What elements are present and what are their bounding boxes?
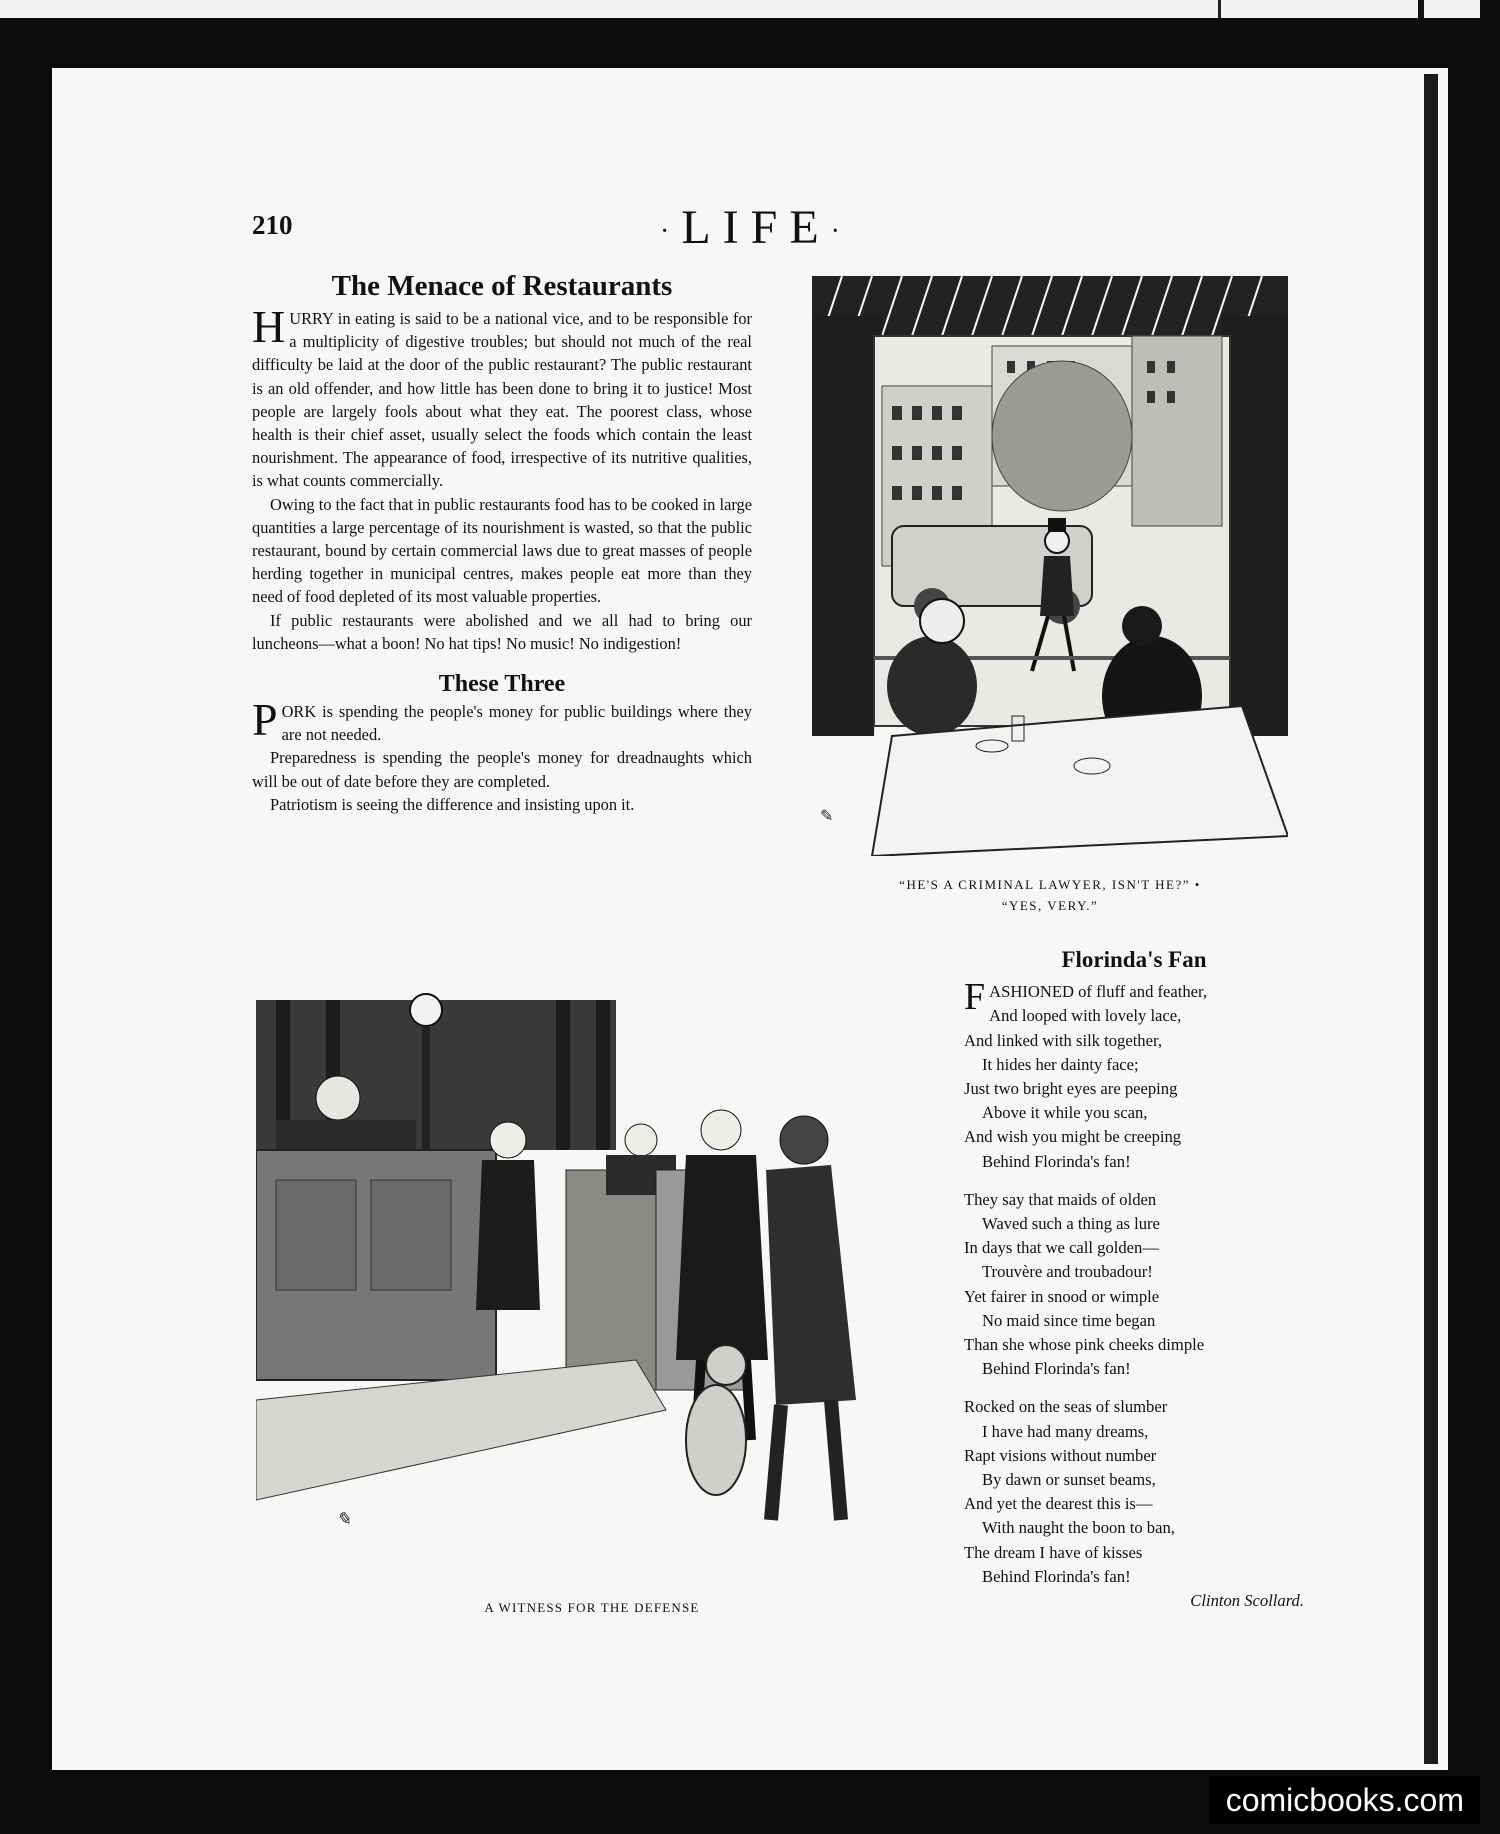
courtroom-illustration <box>256 980 928 1566</box>
caption-witness: A WITNESS FOR THE DEFENSE <box>484 1600 700 1615</box>
paragraph: If public restaurants were abolished and we all had to bring our luncheons—what a boon! No hat tips! No music! No indigestion! <box>252 610 752 653</box>
poem-stanza <box>964 976 1304 1174</box>
poem-line: They say that maids of olden <box>964 1189 1157 1209</box>
caption-line: “YES, VERY.” <box>1001 898 1099 913</box>
left-column <box>252 270 752 816</box>
drop-cap: H <box>252 301 286 352</box>
poem-title: Florinda's Fan <box>1061 947 1207 972</box>
poem-stanza <box>964 1395 1304 1589</box>
poem-line: Rocked on the seas of slumber <box>964 1397 1168 1417</box>
paragraph: Owing to the fact that in public restaurants food has to be cooked in large quantities a large percentage of its nourishment is wasted, so that the public restaurant, bound by certain commercial laws due to great masses of people herding together in municipal centres, makes people eat more than they need of food depleted of its most valuable properties. <box>252 494 752 607</box>
caption-line: “HE'S A CRIMINAL LAWYER, ISN'T HE?” • <box>899 877 1201 892</box>
poem-line: I have had many dreams, <box>982 1421 1149 1441</box>
poem-line: With naught the boon to ban, <box>982 1518 1175 1538</box>
poem-stanza <box>964 1188 1304 1382</box>
paragraph: Preparedness is spending the people's money for dreadnaughts which will be out of date before they are completed. <box>252 748 752 791</box>
page-number: 210 <box>252 210 293 240</box>
paragraph: Patriotism is seeing the difference and insisting upon it. <box>270 794 635 814</box>
binding-edge <box>1424 74 1438 1764</box>
article-body-restaurants <box>252 301 752 655</box>
poem-line: And looped with lovely lace, <box>989 1006 1182 1026</box>
poem-line: Behind Florinda's fan! <box>982 1566 1131 1586</box>
drop-cap: F <box>964 976 986 1019</box>
watermark: comicbooks.com <box>1210 1776 1480 1824</box>
article-body-these-three <box>252 694 752 816</box>
svg-text:✎: ✎ <box>820 808 834 825</box>
poem-line: Above it while you scan, <box>982 1103 1148 1123</box>
svg-text:✎: ✎ <box>336 1509 352 1529</box>
poem-line: No maid since time began <box>982 1310 1156 1330</box>
masthead: ·LIFE· <box>660 201 852 254</box>
poem-line: Than she whose pink cheeks dimple <box>964 1335 1205 1355</box>
poem-line: The dream I have of kisses <box>964 1542 1143 1562</box>
article-title-these-three: These Three <box>438 671 566 698</box>
poem-florindas-fan <box>964 948 1304 1613</box>
poem-line: Trouvère and troubadour! <box>982 1262 1153 1282</box>
poem-line: It hides her dainty face; <box>982 1054 1139 1074</box>
poem-line: Just two bright eyes are peeping <box>964 1079 1178 1099</box>
poem-line: By dawn or sunset beams, <box>982 1470 1156 1490</box>
paragraph: HURRY in eating is said to be a national vice, and to be responsible for a multiplicity of digestive troubles; but should not much of the real difficulty be laid at the door of the public restaurant? The public restaurant is an old offender, and how little has been done to bring it to justice! Most people are largely fools about what they eat. The poorest class, whose health is their chief asset, usually select the foods which contain the least nourishment. The appearance of food, irrespective of its nutritive qualities, is what counts commercially. <box>252 301 752 491</box>
poem-line: Waved such a thing as lure <box>982 1214 1160 1234</box>
poem-line: Behind Florinda's fan! <box>982 1151 1131 1171</box>
restaurant-window-illustration <box>812 276 1288 856</box>
paragraph: PORK is spending the people's money for public buildings where they are not needed. <box>252 694 752 746</box>
previous-page-edge <box>0 0 1500 62</box>
poem-line: In days that we call golden— <box>964 1238 1159 1258</box>
masthead-title: LIFE <box>681 201 831 254</box>
drop-cap: P <box>252 694 278 746</box>
poem-line: Yet fairer in snood or wimple <box>964 1286 1160 1306</box>
poem-line: And linked with silk together, <box>964 1030 1162 1050</box>
poem-line: FASHIONED of fluff and feather, <box>964 976 1208 1019</box>
caption-criminal-lawyer <box>800 874 1300 916</box>
poem-line: And wish you might be creeping <box>964 1127 1182 1147</box>
poem-line: Rapt visions without number <box>964 1445 1157 1465</box>
poem-author: Clinton Scollard. <box>1190 1591 1304 1611</box>
poem-line: Behind Florinda's fan! <box>982 1359 1131 1379</box>
poem-line: And yet the dearest this is— <box>964 1494 1153 1514</box>
article-title-restaurants: The Menace of Restaurants <box>331 270 673 302</box>
